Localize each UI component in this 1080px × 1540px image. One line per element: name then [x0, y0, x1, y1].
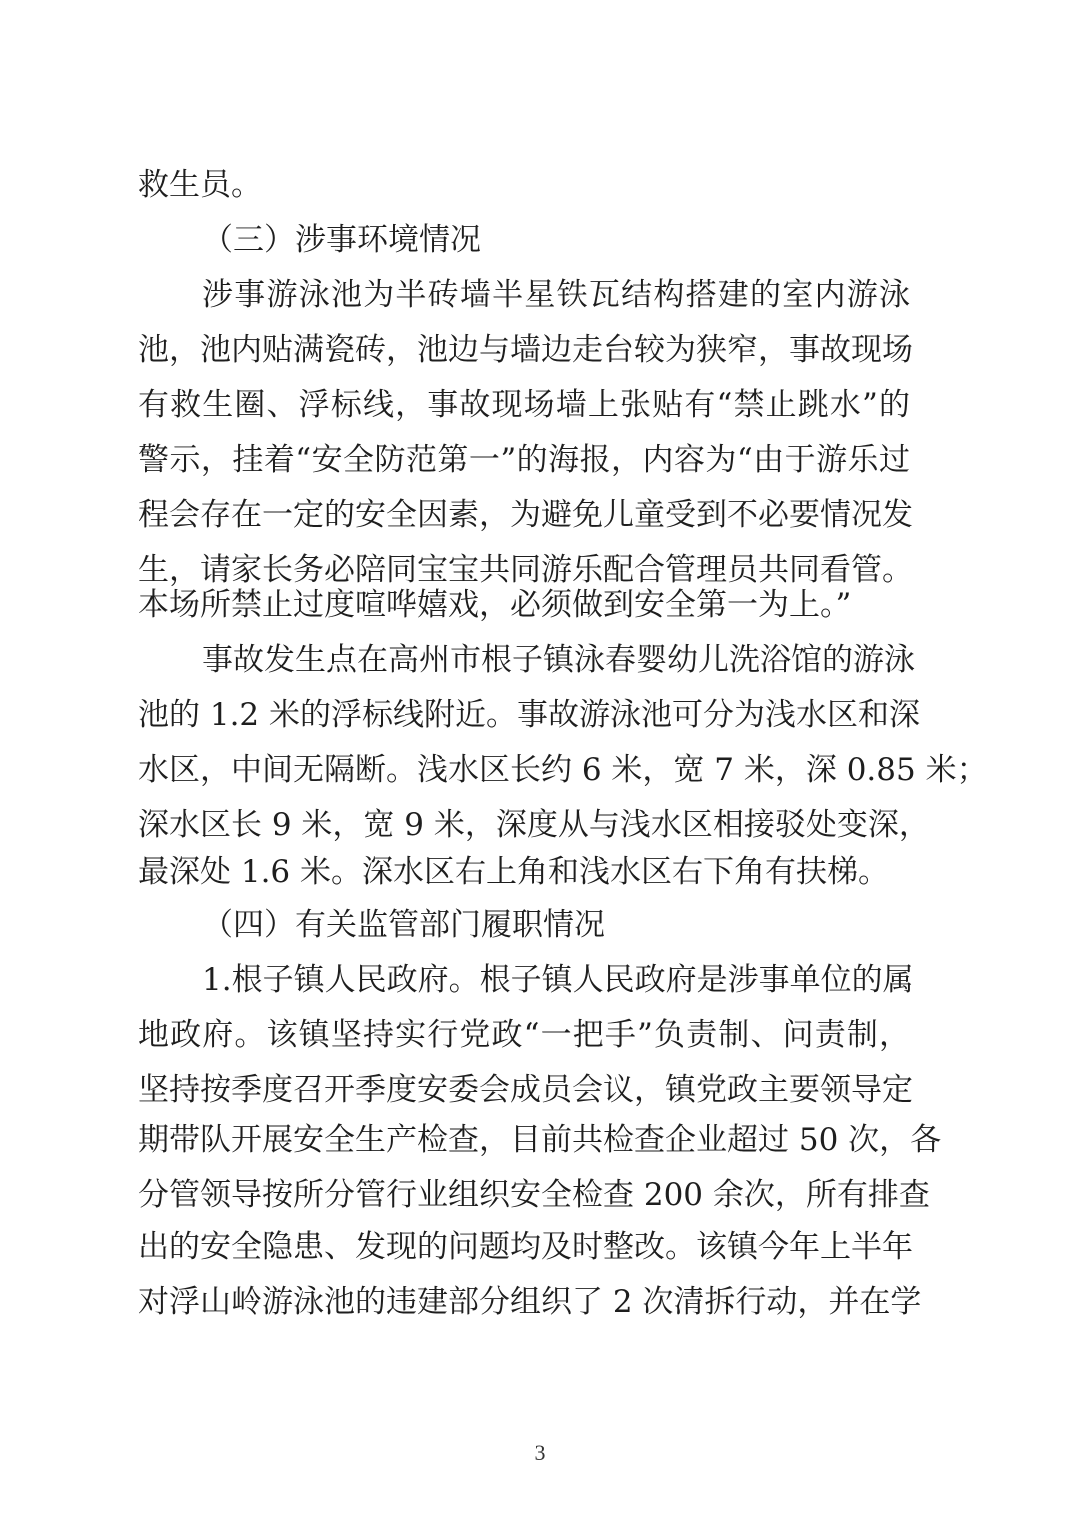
section-heading-4: （四）有关监管部门履职情况 — [202, 907, 605, 943]
text-line-11: 池的 1.2 米的浮标线附近。事故游泳池可分为浅水区和深 — [138, 697, 921, 733]
text-line-14: 最深处 1.6 米。深水区右上角和浅水区右下角有扶梯。 — [138, 854, 890, 890]
text-line-1: 救生员。 — [138, 167, 262, 203]
text-line-4: 池，池内贴满瓷砖，池边与墙边走台较为狭窄，事故现场 — [138, 332, 913, 368]
text-line-8: 生，请家长务必陪同宝宝共同游乐配合管理员共同看管。 — [138, 552, 913, 588]
text-line-6: 警示，挂着“安全防范第一”的海报，内容为“由于游乐过 — [138, 442, 910, 478]
text-line-3: 涉事游泳池为半砖墙半星铁瓦结构搭建的室内游泳 — [202, 277, 910, 313]
text-line-13: 深水区长 9 米，宽 9 米，深度从与浅水区相接驳处变深， — [138, 807, 930, 843]
text-line-22: 对浮山岭游泳池的违建部分组织了 2 次清拆行动，并在学 — [138, 1284, 922, 1320]
text-line-20: 分管领导按所分管行业组织安全检查 200 余次，所有排查 — [138, 1177, 930, 1213]
text-line-10: 事故发生点在高州市根子镇泳春婴幼儿洗浴馆的游泳 — [202, 642, 915, 678]
text-line-5: 有救生圈、浮标线，事故现场墙上张贴有“禁止跳水”的 — [138, 387, 910, 423]
text-line-17: 地政府。该镇坚持实行党政“一把手”负责制、问责制， — [138, 1017, 910, 1053]
text-line-18: 坚持按季度召开季度安委会成员会议，镇党政主要领导定 — [138, 1072, 913, 1108]
text-line-9: 本场所禁止过度喧哗嬉戏，必须做到安全第一为上。” — [138, 587, 852, 623]
text-line-7: 程会存在一定的安全因素，为避免儿童受到不必要情况发 — [138, 497, 913, 533]
page-number: 3 — [534, 1440, 546, 1465]
text-line-16: 1.根子镇人民政府。根子镇人民政府是涉事单位的属 — [202, 962, 914, 998]
text-line-19: 期带队开展安全生产检查，目前共检查企业超过 50 次，各 — [138, 1122, 942, 1158]
text-line-12: 水区，中间无隔断。浅水区长约 6 米，宽 7 米，深 0.85 米； — [138, 752, 988, 788]
text-line-21: 出的安全隐患、发现的问题均及时整改。该镇今年上半年 — [138, 1229, 913, 1265]
section-heading-3: （三）涉事环境情况 — [202, 222, 481, 258]
